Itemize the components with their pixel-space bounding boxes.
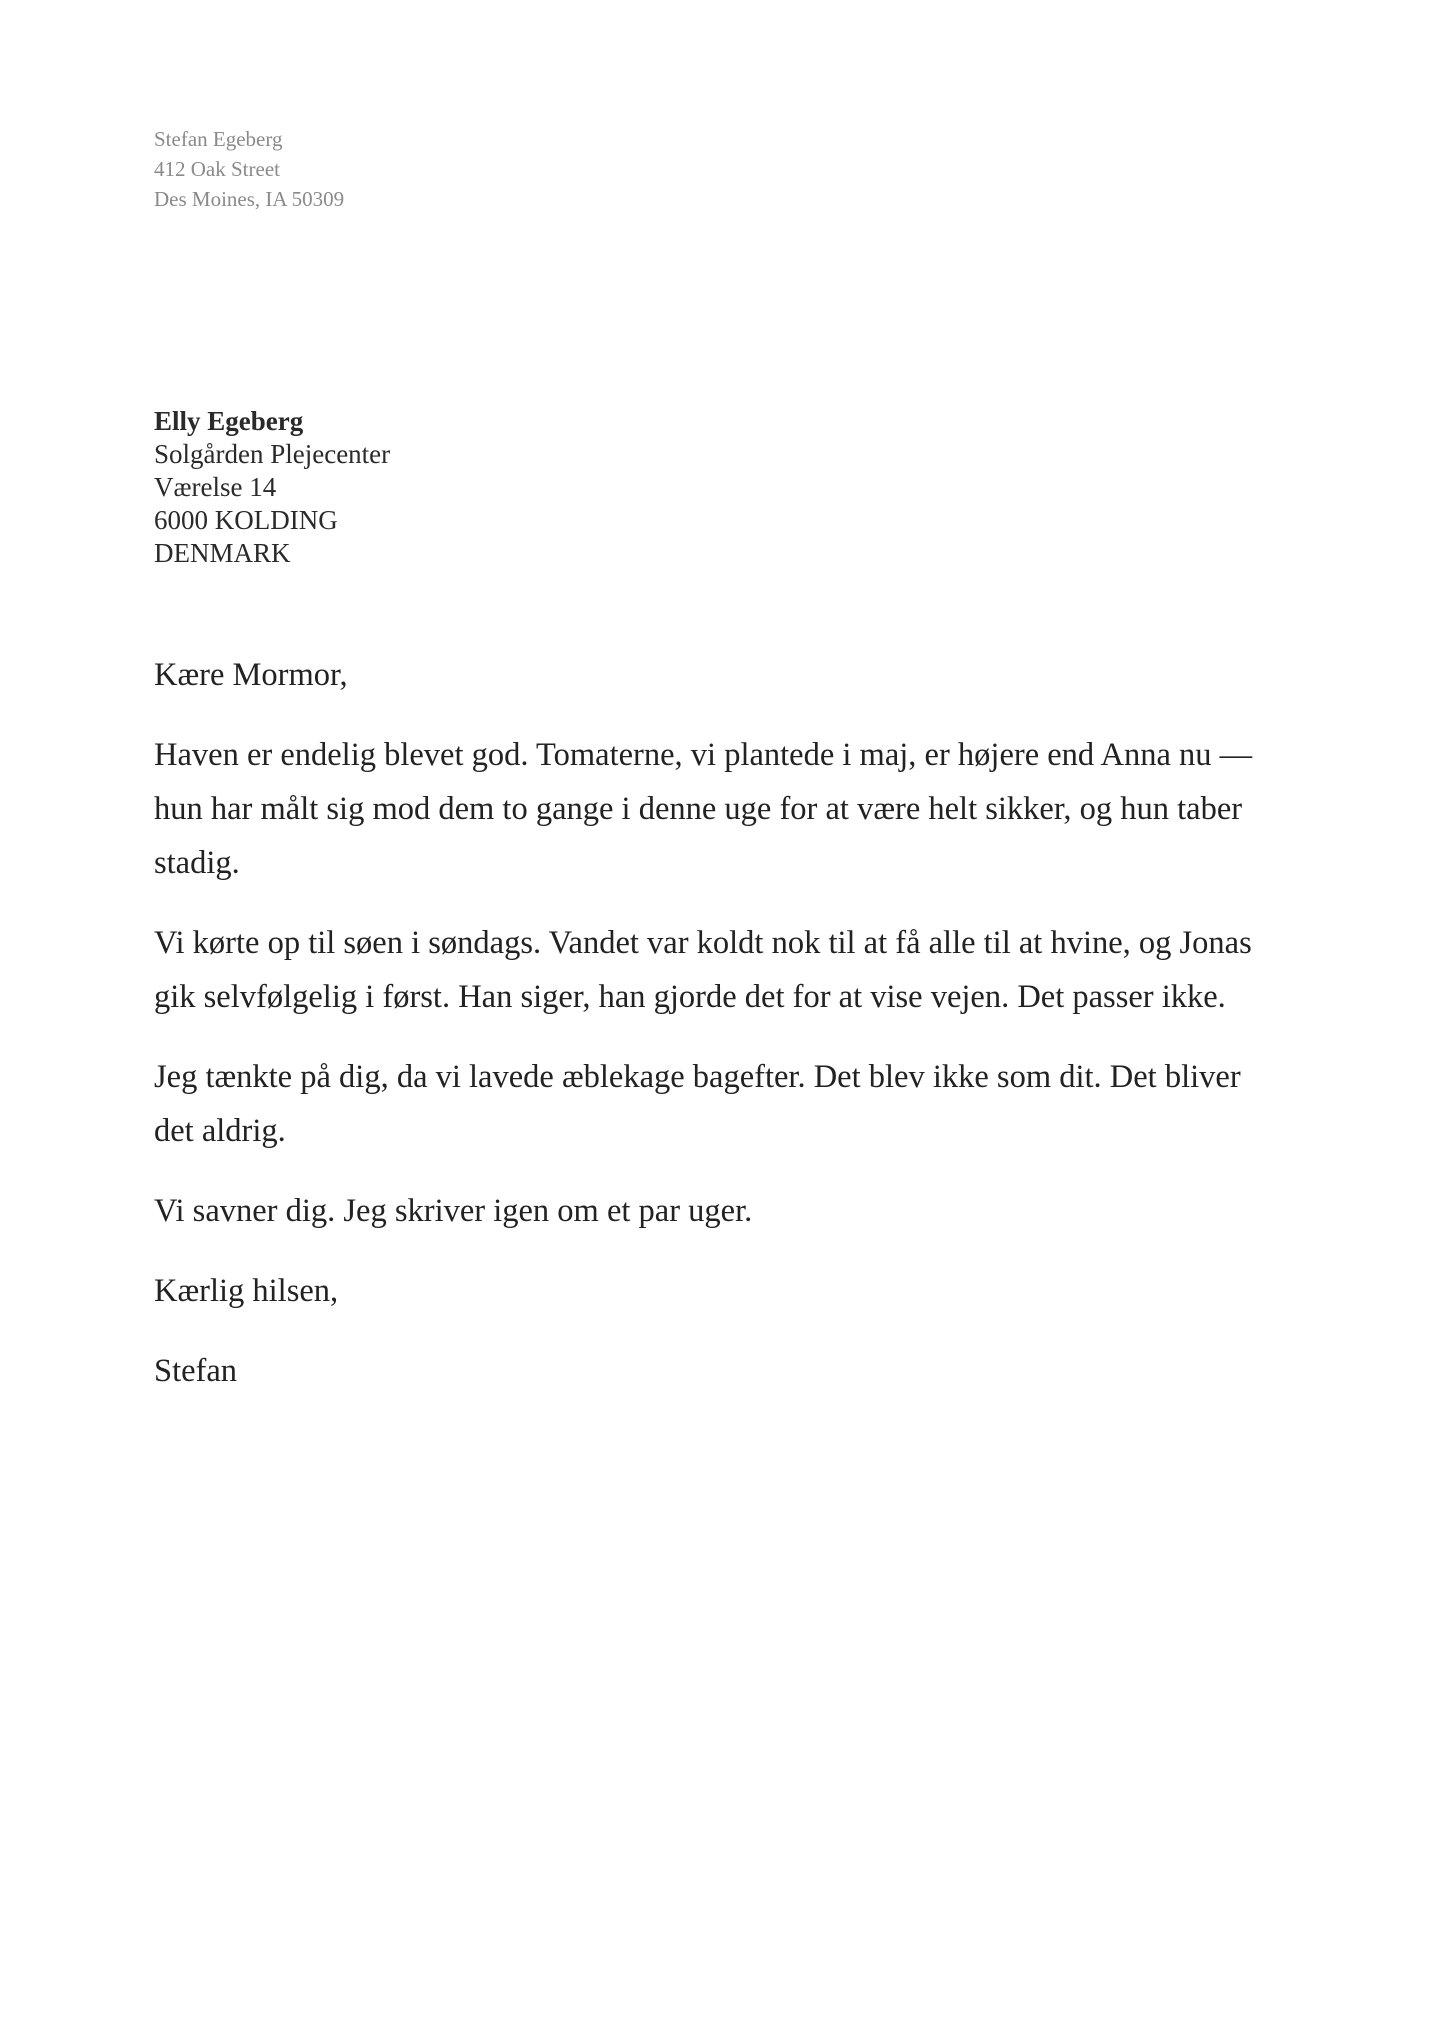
closing: Kærlig hilsen, <box>154 1273 339 1309</box>
sender-name: Stefan Egeberg <box>154 127 283 151</box>
recipient-line: Værelse 14 <box>154 472 277 502</box>
recipient-address <box>154 405 390 570</box>
sender-city: Des Moines, IA 50309 <box>154 187 345 211</box>
recipient-line: Solgården Plejecenter <box>154 439 391 469</box>
salutation: Kære Mormor, <box>154 657 348 693</box>
body-paragraph: Vi savner dig. Jeg skriver igen om et par uger. <box>154 1193 753 1229</box>
sender-street: 412 Oak Street <box>154 157 280 181</box>
letter-body <box>154 648 1284 1424</box>
body-paragraph: Vi kørte op til søen i søndags. Vandet var koldt nok til at få alle til at hvine, og Jonas gik selvfølgelig i først. Han siger, han gjorde det for at vise vejen. Det passer ikke. <box>154 925 1252 1015</box>
recipient-line: 6000 KOLDING <box>154 505 338 535</box>
signature: Stefan <box>154 1353 238 1389</box>
body-paragraph: Haven er endelig blevet god. Tomaterne, vi plantede i maj, er højere end Anna nu — hun har målt sig mod dem to gange i denne uge for at være helt sikker, og hun taber stadig. <box>154 737 1253 881</box>
body-paragraph: Jeg tænkte på dig, da vi lavede æblekage bagefter. Det blev ikke som dit. Det bliver det aldrig. <box>154 1059 1241 1149</box>
sender-address <box>154 124 344 214</box>
recipient-name: Elly Egeberg <box>154 406 304 436</box>
recipient-line: DENMARK <box>154 538 291 568</box>
